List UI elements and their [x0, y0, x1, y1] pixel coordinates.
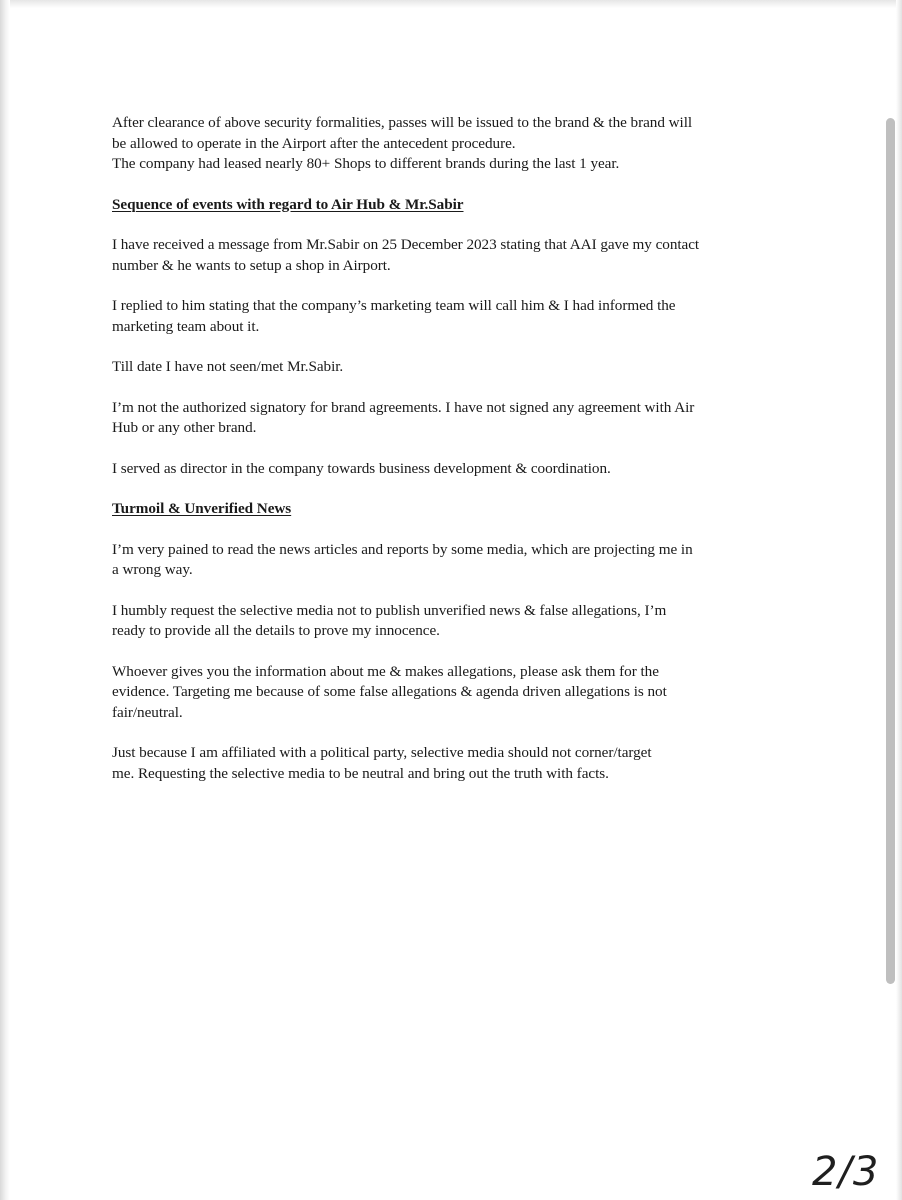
heading-sequence-of-events	[112, 195, 784, 216]
text-line: Till date I have not seen/met Mr.Sabir.	[112, 358, 344, 375]
text-line: marketing team about it.	[112, 317, 260, 335]
text-line: I have received a message from Mr.Sabir on 25 December 2023 stating that AAI gave my contact	[112, 236, 700, 253]
text-line: me. Requesting the selective media to be neutral and bring out the truth with facts.	[112, 764, 609, 782]
scrollbar-thumb[interactable]	[886, 118, 895, 984]
handwritten-page-number: 2/3	[812, 1149, 880, 1195]
text-line: Hub or any other brand.	[112, 419, 257, 436]
paragraph-not-met	[112, 357, 784, 378]
text-line: Just because I am affiliated with a political party, selective media should not corner/target	[112, 744, 652, 761]
text-line: I’m not the authorized signatory for brand agreements. I have not signed any agreement with Air	[112, 398, 695, 416]
section-heading: Sequence of events with regard to Air Hub & Mr.Sabir	[112, 195, 464, 213]
text-line: I served as director in the company towards business development & coordination.	[112, 459, 611, 477]
heading-turmoil	[112, 499, 784, 520]
spacer	[112, 723, 784, 743]
spacer	[112, 215, 784, 235]
spacer	[112, 378, 784, 398]
section-heading: Turmoil & Unverified News	[112, 500, 292, 517]
text-line: I humbly request the selective media not to publish unverified news & false allegations, I’m	[112, 601, 667, 619]
spacer	[112, 337, 784, 357]
paragraph-replied	[112, 296, 784, 337]
text-line: be allowed to operate in the Airport after the antecedent procedure.	[112, 134, 516, 152]
text-line: fair/neutral.	[112, 703, 183, 721]
text-line: I replied to him stating that the company’s marketing team will call him & I had informed the	[112, 297, 676, 314]
spacer	[112, 276, 784, 296]
paragraph-clearance	[112, 113, 784, 175]
paragraph-director-role	[112, 459, 784, 480]
text-line: evidence. Targeting me because of some false allegations & agenda driven allegations is not	[112, 683, 667, 700]
page-edge-top	[0, 0, 902, 8]
spacer	[112, 520, 784, 540]
text-line: The company had leased nearly 80+ Shops to different brands during the last 1 year.	[112, 155, 620, 172]
spacer	[112, 581, 784, 601]
text-line: I’m very pained to read the news articles and reports by some media, which are projecting me in	[112, 540, 693, 558]
text-line: Whoever gives you the information about me & makes allegations, please ask them for the	[112, 662, 659, 680]
paragraph-pained	[112, 540, 784, 581]
paragraph-evidence	[112, 662, 784, 724]
paragraph-request	[112, 601, 784, 642]
paragraph-message-received	[112, 235, 784, 276]
spacer	[112, 439, 784, 459]
text-line: number & he wants to setup a shop in Airport.	[112, 256, 391, 274]
document-body	[112, 113, 784, 784]
page-edge-left	[0, 0, 10, 1200]
spacer	[112, 642, 784, 662]
text-line: ready to provide all the details to prove my innocence.	[112, 622, 440, 639]
paragraph-political-party	[112, 743, 784, 784]
text-line: After clearance of above security formalities, passes will be issued to the brand & the brand will	[112, 114, 693, 131]
paragraph-not-signatory	[112, 398, 784, 439]
text-line: a wrong way.	[112, 561, 193, 578]
spacer	[112, 175, 784, 195]
spacer	[112, 479, 784, 499]
